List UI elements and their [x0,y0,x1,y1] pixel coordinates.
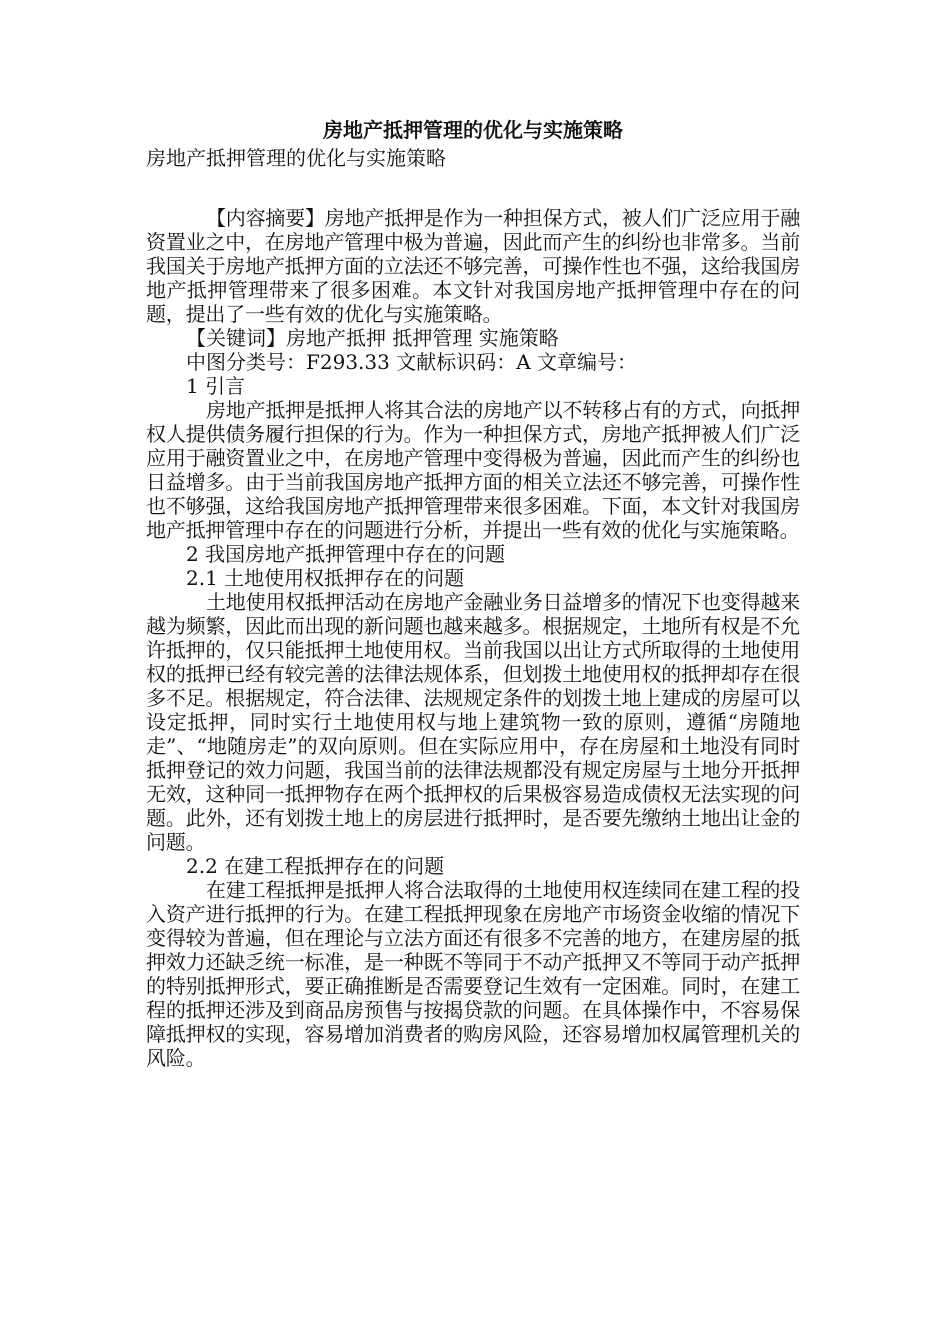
construction-project-paragraph: 在建工程抵押是抵押人将合法取得的土地使用权连续同在建工程的投入资产进行抵押的行为。在建工程抵押现象在房地产市场资金收缩的情况下变得较为普遍，但在理论与立法方面还有很多不完善的地方，在建房屋的抵押效力还缺乏统一标准，是一种既不等同于不动产抵押又不等同于动产抵押的特别抵押形式，要正确推断是否需要登记生效有一定困难。同时，在建工程的抵押还涉及到商品房预售与按揭贷款的问题。在具体操作中，不容易保障抵押权的实现，容易增加消费者的购房风险，还容易增加权属管理机关的风险。 [146,878,800,1070]
introduction-paragraph: 房地产抵押是抵押人将其合法的房地产以不转移占有的方式，向抵押权人提供债务履行担保的行为。作为一种担保方式，房地产抵押被人们广泛应用于融资置业之中，在房地产管理中变得极为普遍，因此而产生的纠纷也日益增多。由于当前我国房地产抵押方面的相关立法还不够完善，可操作性也不够强，这给我国房地产抵押管理带来很多困难。下面，本文针对我国房地产抵押管理中存在的问题进行分析，并提出一些有效的优化与实施策略。 [146,398,800,542]
keywords-line: 【关键词】房地产抵押 抵押管理 实施策略 [186,326,559,350]
document-subtitle: 房地产抵押管理的优化与实施策略 [146,146,446,170]
document-title: 房地产抵押管理的优化与实施策略 [323,118,623,142]
subsection-heading-land-use-right: 2.1 土地使用权抵押存在的问题 [186,566,465,590]
classification-line: 中图分类号：F293.33 文献标识码：A 文章编号： [186,350,638,374]
section-heading-problems: 2 我国房地产抵押管理中存在的问题 [186,542,506,566]
section-heading-introduction: 1 引言 [186,374,246,398]
subsection-heading-construction-project: 2.2 在建工程抵押存在的问题 [186,854,445,878]
land-use-right-paragraph: 土地使用权抵押活动在房地产金融业务日益增多的情况下也变得越来越为频繁，因此而出现的新问题也越来越多。根据规定，土地所有权是不允许抵押的，仅只能抵押土地使用权。当前我国以出让方式所取得的土地使用权的抵押已经有较完善的法律法规体系，但划拨土地使用权的抵押却存在很多不足。根据规定，符合法律、法规规定条件的划拨土地上建成的房屋可以设定抵押，同时实行土地使用权与地上建筑物一致的原则，遵循“房随地走”、“地随房走”的双向原则。但在实际应用中，存在房屋和土地没有同时抵押登记的效力问题，我国当前的法律法规都没有规定房屋与土地分开抵押无效，这种同一抵押物存在两个抵押权的后果极容易造成债权无法实现的问题。此外，还有划拨土地上的房层进行抵押时，是否要先缴纳土地出让金的问题。 [146,590,800,854]
abstract-paragraph: 【内容摘要】房地产抵押是作为一种担保方式，被人们广泛应用于融资置业之中，在房地产管理中极为普遍，因此而产生的纠纷也非常多。当前我国关于房地产抵押方面的立法还不够完善，可操作性也不强，这给我国房地产抵押管理带来了很多困难。本文针对我国房地产抵押管理中存在的问题，提出了一些有效的优化与实施策略。 [146,206,800,326]
